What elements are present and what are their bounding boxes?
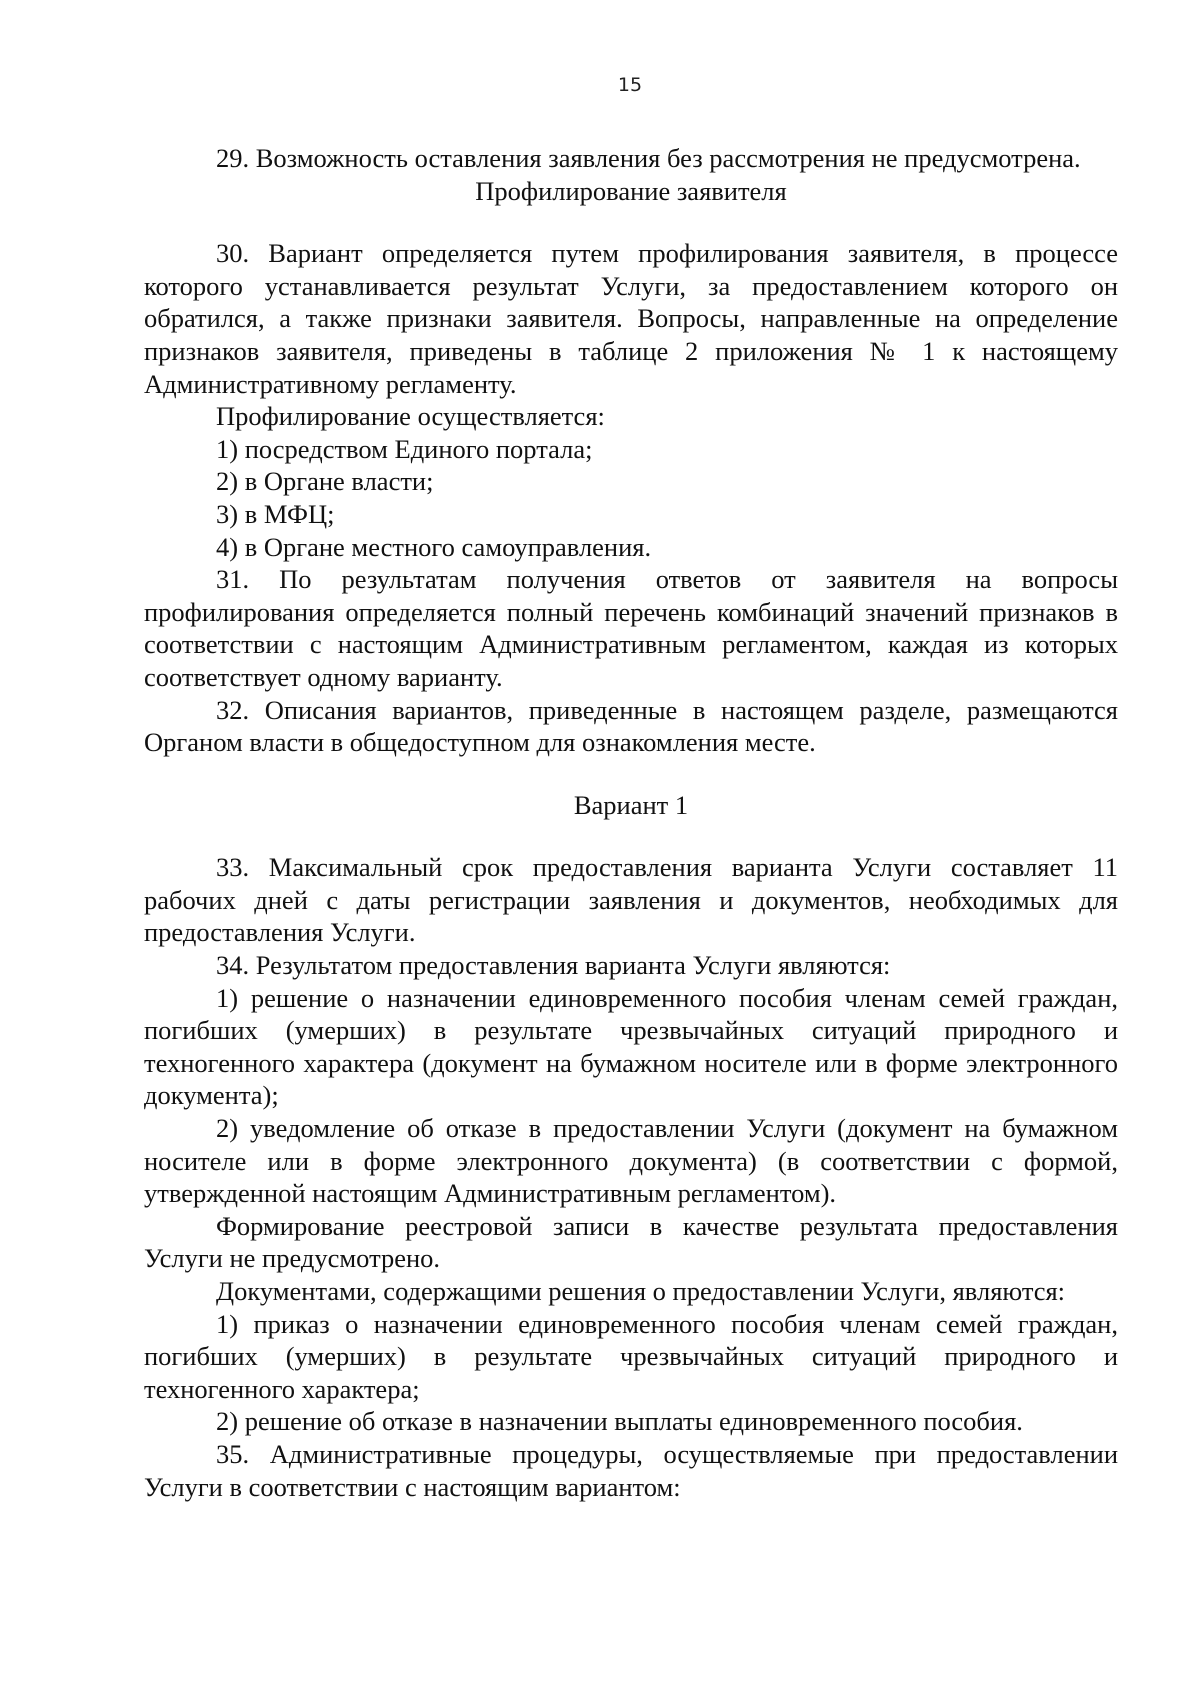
page-number: 15 [617, 74, 643, 96]
paragraph: 1) решение о назначении единовременного пособия членам семей граждан, погибших (умерших) в результате чрезвычайных ситуаций природного и техногенного характера (документ на бумажном носителе или в форме электронного документа); [144, 982, 1118, 1111]
paragraph: Формирование реестровой записи в качестве результата предоставления Услуги не предусмотрено. [144, 1210, 1118, 1274]
paragraph: 29. Возможность оставления заявления без рассмотрения не предусмотрена. [216, 143, 1081, 173]
paragraph: Профилирование осуществляется: [216, 401, 605, 432]
paragraph: 2) в Органе власти; [216, 466, 434, 497]
paragraph: 2) уведомление об отказе в предоставлении Услуги (документ на бумажном носителе или в форме электронного документа) (в соответствии с формой, утвержденной настоящим Административным регламентом). [144, 1113, 1118, 1209]
paragraph: 31. По результатам получения ответов от заявителя на вопросы профилирования определяется полный перечень комбинаций значений признаков в соответствии с настоящим Административным регламентом, каждая из которых соответствует одному варианту. [144, 564, 1118, 692]
paragraph: 1) посредством Единого портала; [216, 433, 593, 464]
paragraph: 32. Описания вариантов, приведенные в настоящем разделе, размещаются Органом власти в общедоступном для ознакомления месте. [144, 694, 1118, 758]
paragraph: 33. Максимальный срок предоставления варианта Услуги составляет 11 рабочих дней с даты регистрации заявления и документов, необходимых для предоставления Услуги. [144, 852, 1118, 948]
paragraph: 35. Административные процедуры, осуществляемые при предоставлении Услуги в соответствии с настоящим вариантом: [144, 1438, 1118, 1502]
section-heading: Профилирование заявителя [475, 175, 787, 206]
paragraph: 2) решение об отказе в назначении выплаты единовременного пособия. [216, 1406, 1023, 1437]
document-body [144, 142, 1118, 1503]
section-heading: Вариант 1 [573, 789, 689, 820]
paragraph: Документами, содержащими решения о предоставлении Услуги, являются: [216, 1276, 1066, 1306]
paragraph: 34. Результатом предоставления варианта Услуги являются: [216, 950, 891, 981]
paragraph: 30. Вариант определяется путем профилирования заявителя, в процессе которого устанавливается результат Услуги, за предоставлением которого он обратился, а также признаки заявителя. Вопросы, направленные на определение признаков заявителя, приведены в таблице 2 приложения № 1 к настоящему Административному регламенту. [144, 238, 1118, 399]
paragraph: 4) в Органе местного самоуправления. [216, 531, 652, 562]
paragraph: 3) в МФЦ; [216, 498, 335, 529]
paragraph: 1) приказ о назначении единовременного пособия членам семей граждан, погибших (умерших) в результате чрезвычайных ситуаций природного и техногенного характера; [144, 1308, 1118, 1404]
